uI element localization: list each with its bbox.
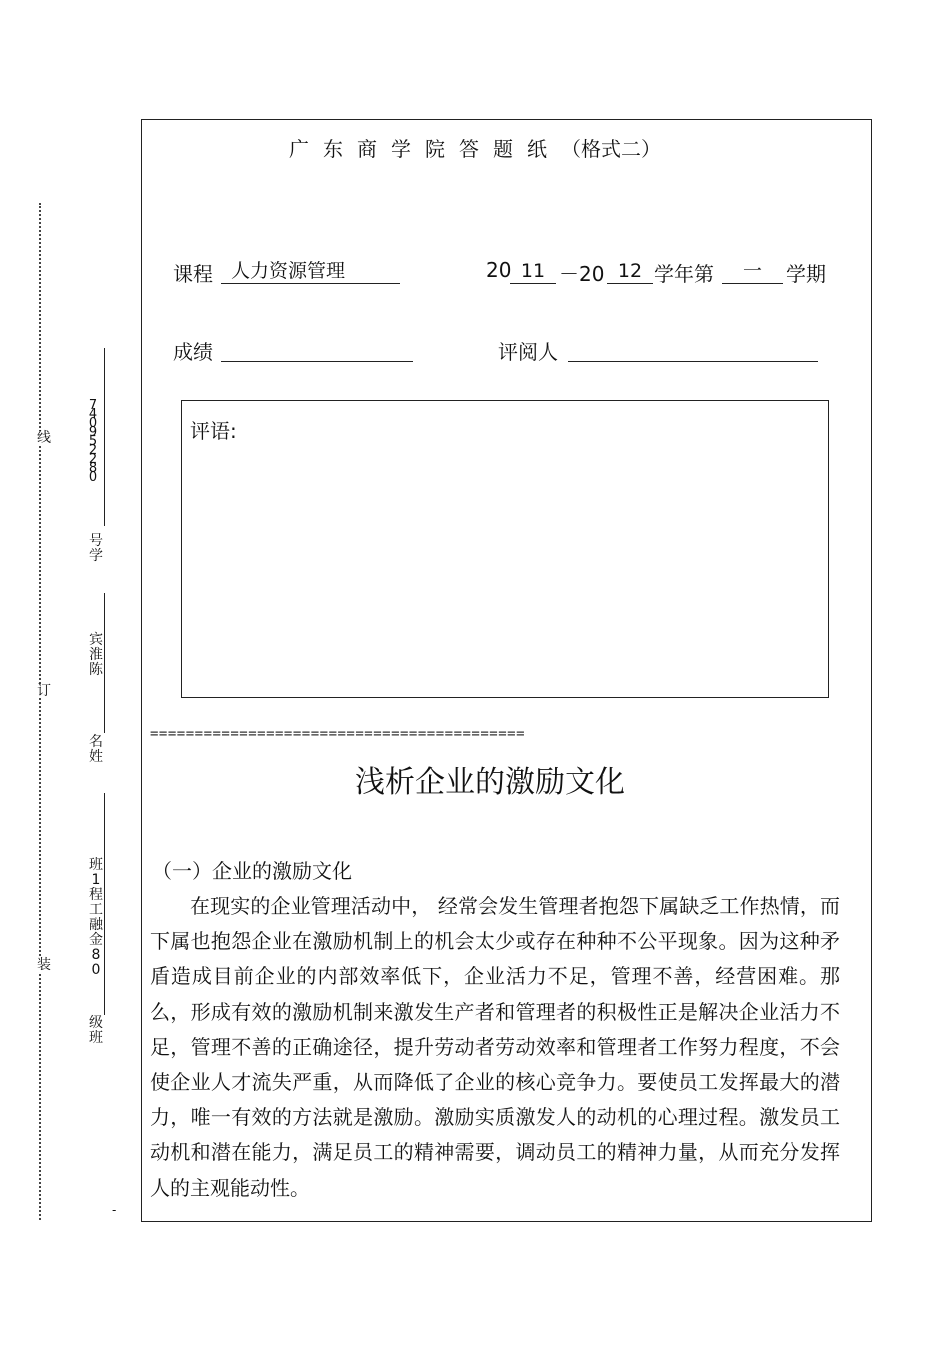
sheet-format: （格式二）: [561, 137, 661, 161]
course-label: 课程: [173, 262, 213, 286]
separator-line: ==========================================: [150, 726, 526, 742]
class-value: 班1程工融金80: [89, 857, 103, 978]
reviewer-field[interactable]: [568, 337, 818, 362]
year-field-1[interactable]: 11: [510, 259, 556, 284]
term-field[interactable]: 一: [722, 259, 783, 284]
comment-box[interactable]: [181, 400, 829, 698]
section-heading: （一）企业的激励文化: [152, 859, 352, 883]
binding-xian-char: 线: [37, 430, 51, 446]
sheet-title-text: 广东商学院答题纸: [289, 137, 561, 161]
student-id-label: 号学: [89, 533, 103, 564]
year-field-2[interactable]: 12: [607, 259, 653, 284]
binding-ding-char: 订: [37, 683, 51, 699]
essay-paragraph: 在现实的企业管理活动中， 经常会发生管理者抱怨下属缺乏工作热情，而下属也抱怨企业在激励机制上的机会太少或存在种种不公平现象。因为这种矛盾造成目前企业的内部效率低下，企业活力不足，管理不善，经营困难。那么，形成有效的激励机制来激发生产者和管理者的积极性正是解决企业活力不足，管理不善的正确途径，提升劳动者劳动效率和管理者工作努力程度，不会使企业人才流失严重，从而降低了企业的核心竞争力。要使员工发挥最大的潜力，唯一有效的方法就是激励。激励实质激发人的动机的心理过程。激发员工动机和潜在能力，满足员工的精神需要，调动员工的精神力量，从而充分发挥人的主观能动性。: [150, 894, 840, 1200]
binding-zhuang-char: 装: [37, 957, 51, 973]
reviewer-label: 评阅人: [498, 340, 558, 364]
student-id-value: 740952280: [88, 398, 98, 485]
class-label: 级班: [89, 1015, 103, 1046]
binding-dotted-line: [39, 203, 41, 1220]
sheet-title: [0, 133, 950, 162]
margin-dash: -: [112, 1203, 117, 1217]
year-prefix-1: 20: [486, 258, 512, 282]
term-suffix: 学期: [786, 262, 826, 286]
comment-label: 评语:: [190, 419, 237, 443]
class-line: [104, 793, 105, 1015]
name-value: 宾淮陈: [89, 632, 103, 678]
grade-field[interactable]: [221, 337, 413, 362]
name-line: [104, 593, 105, 733]
year-separator: －20: [559, 262, 605, 286]
grade-label: 成绩: [173, 340, 213, 364]
student-id-line: [104, 348, 105, 526]
year-mid-label: 学年第: [654, 262, 714, 286]
course-field[interactable]: 人力资源管理: [221, 259, 400, 284]
name-label: 名姓: [89, 734, 103, 765]
essay-title: 浅析企业的激励文化: [355, 765, 625, 800]
